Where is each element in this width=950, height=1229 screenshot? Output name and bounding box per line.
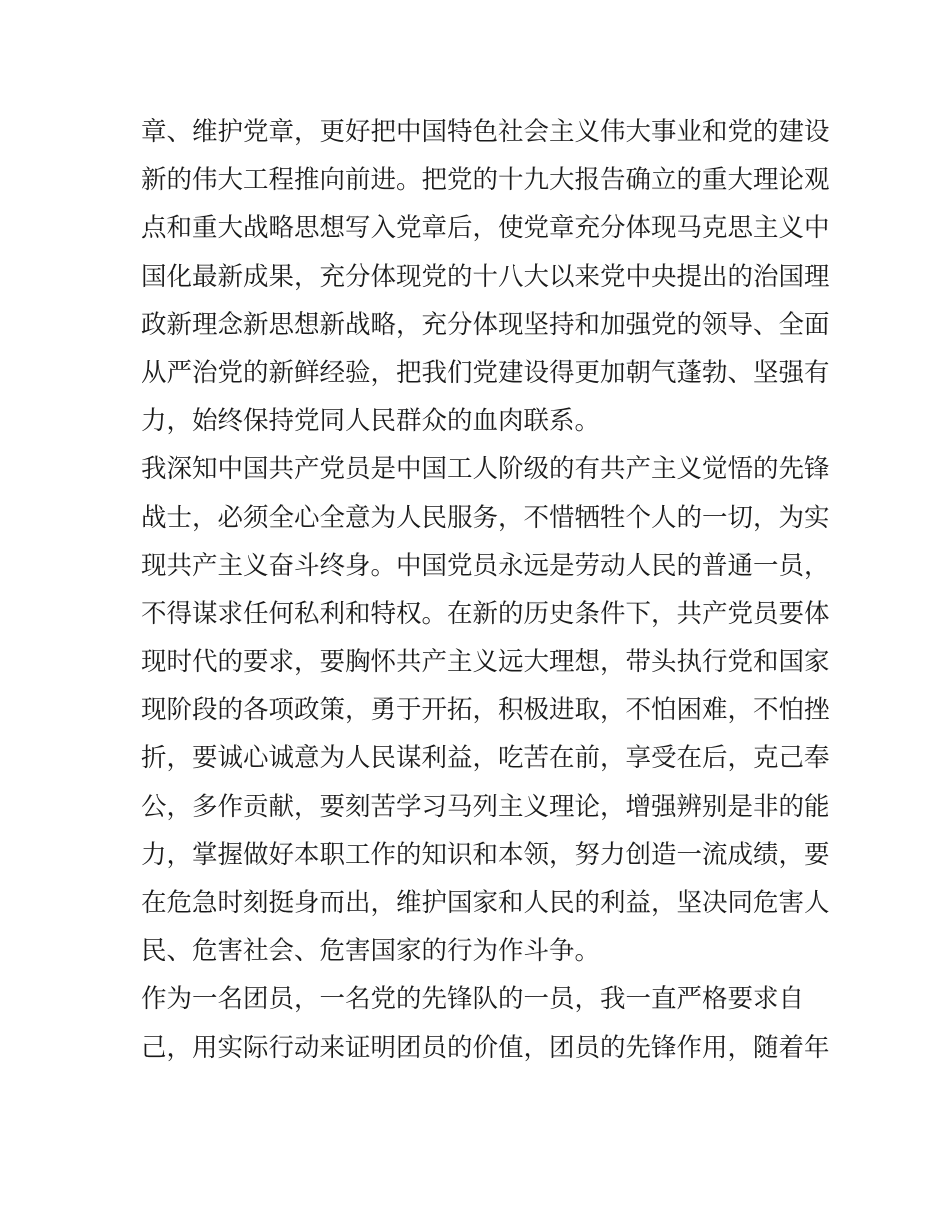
text-line: 力，掌握做好本职工作的知识和本领，努力创造一流成绩，要 [141,839,830,870]
text-line: 从严治党的新鲜经验，把我们党建设得更加朝气蓬勃、坚强有 [141,357,830,388]
document-body [141,108,830,1072]
text-line: 作为一名团员，一名党的先锋队的一员，我一直严格要求自 [141,984,805,1015]
text-line: 公，多作贡献，要刻苦学习马列主义理论，增强辨别是非的能 [141,791,830,822]
text-line: 民、危害社会、危害国家的行为作斗争。 [141,936,601,967]
text-line: 现时代的要求，要胸怀共产主义远大理想，带头执行党和国家 [141,647,830,678]
text-line: 现共产主义奋斗终身。中国党员永远是劳动人民的普通一员， [141,550,830,581]
text-line: 国化最新成果，充分体现党的十八大以来党中央提出的治国理 [141,261,830,292]
text-line: 己，用实际行动来证明团员的价值，团员的先锋作用，随着年 [141,1032,830,1063]
paragraph-1 [141,108,830,445]
text-line: 我深知中国共产党员是中国工人阶级的有共产主义觉悟的先锋 [141,454,830,485]
text-line: 政新理念新思想新战略，充分体现坚持和加强党的领导、全面 [141,309,830,340]
text-line: 现阶段的各项政策，勇于开拓，积极进取，不怕困难，不怕挫 [141,695,830,726]
text-line: 不得谋求任何私利和特权。在新的历史条件下，共产党员要体 [141,598,830,629]
paragraph-2 [141,445,830,975]
text-line: 战士，必须全心全意为人民服务，不惜牺牲个人的一切，为实 [141,502,830,533]
text-line: 力，始终保持党同人民群众的血肉联系。 [141,406,601,437]
text-line: 在危急时刻挺身而出，维护国家和人民的利益，坚决同危害人 [141,888,830,918]
text-line: 新的伟大工程推向前进。把党的十九大报告确立的重大理论观 [141,165,830,196]
text-line: 章、维护党章，更好把中国特色社会主义伟大事业和党的建设 [141,117,830,147]
text-line: 点和重大战略思想写入党章后，使党章充分体现马克思主义中 [141,213,830,244]
paragraph-3 [141,975,830,1071]
text-line: 折，要诚心诚意为人民谋利益，吃苦在前，享受在后，克己奉 [141,743,830,774]
